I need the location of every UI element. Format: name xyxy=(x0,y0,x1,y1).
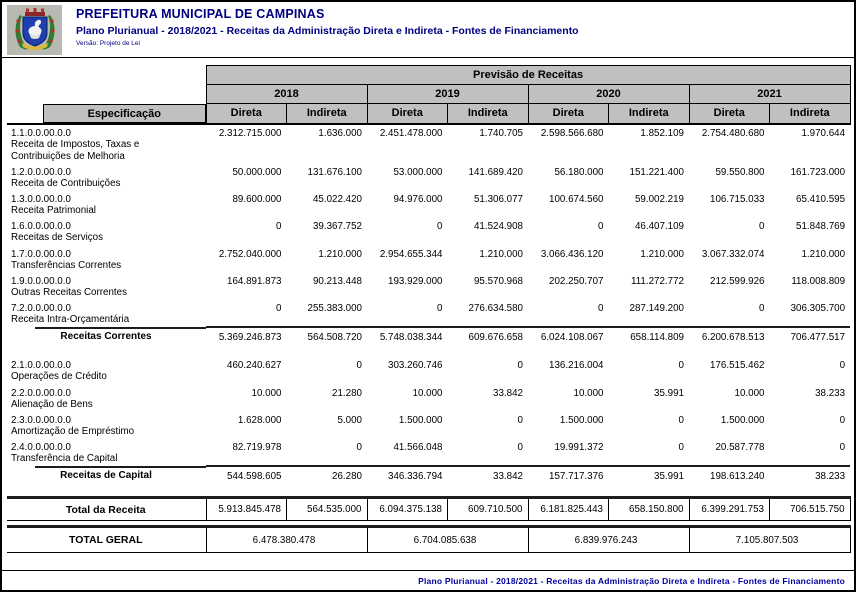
row-name: Receita Intra-Orçamentária xyxy=(11,314,130,326)
cell-value: 10.000 xyxy=(734,387,765,399)
table-row xyxy=(7,273,850,300)
cell-value: 38.233 xyxy=(815,387,846,399)
row-spec xyxy=(7,439,206,466)
subtotal-row xyxy=(7,466,850,485)
direta-header: Direta xyxy=(367,104,448,124)
row-code: 1.7.0.0.00.0.0 xyxy=(11,248,71,260)
cell-value: 118.008.809 xyxy=(791,275,846,287)
cell-value: 1.210.000 xyxy=(640,248,684,260)
row-spec xyxy=(7,246,206,273)
cell-value: 0 xyxy=(517,360,523,372)
indireta-header: Indireta xyxy=(770,104,851,124)
year-header-2019: 2019 xyxy=(367,85,528,104)
report-header xyxy=(2,2,854,58)
row-code: 2.4.0.0.00.0.0 xyxy=(11,442,71,454)
cell-value: 564.535.000 xyxy=(287,498,368,521)
cell-value: 544.598.605 xyxy=(206,466,287,485)
cell-value: 5.748.038.344 xyxy=(367,327,448,346)
table-row xyxy=(7,191,850,218)
row-code: 1.6.0.0.00.0.0 xyxy=(11,221,71,233)
spacer-cell xyxy=(7,485,850,498)
cell-value: 287.149.200 xyxy=(629,303,684,315)
table-row xyxy=(7,385,850,412)
row-label: Receitas Correntes xyxy=(7,327,206,346)
cell-value: 1.628.000 xyxy=(237,414,282,426)
cell-value: 157.717.376 xyxy=(528,466,609,485)
row-code: 2.3.0.0.00.0.0 xyxy=(11,414,71,426)
year-header-2018: 2018 xyxy=(206,85,367,104)
cell-value: 131.676.100 xyxy=(307,166,362,178)
row-code: 1.3.0.0.00.0.0 xyxy=(11,194,71,206)
row-name: Receita Patrimonial xyxy=(11,205,96,217)
cell-value: 706.515.750 xyxy=(770,498,851,521)
cell-value: 59.002.219 xyxy=(634,194,684,206)
cell-value: 21.280 xyxy=(332,387,362,399)
row-code: 1.1.0.0.00.0.0 xyxy=(11,127,71,139)
cell-value: 193.929.000 xyxy=(388,275,443,287)
row-name: Receitas de Serviços xyxy=(11,232,104,244)
organization-name: PREFEITURA MUNICIPAL DE CAMPINAS xyxy=(76,7,325,21)
cell-value: 3.066.436.120 xyxy=(540,248,604,260)
cell-value: 41.524.908 xyxy=(473,221,523,233)
direta-header: Direta xyxy=(206,104,287,124)
spacer-row xyxy=(7,346,850,357)
row-code: 7.2.0.0.00.0.0 xyxy=(11,303,71,315)
cell-value: 3.067.332.074 xyxy=(701,248,765,260)
cell-value: 56.180.000 xyxy=(554,166,604,178)
cell-value: 1.500.000 xyxy=(559,414,604,426)
indireta-header: Indireta xyxy=(609,104,690,124)
report-footer xyxy=(2,570,854,590)
row-label: Total da Receita xyxy=(7,498,206,521)
table-row xyxy=(7,412,850,439)
cell-value: 111.272.772 xyxy=(630,275,684,287)
cell-value: 5.913.845.478 xyxy=(206,498,287,521)
report-version: Versão: Projeto de Lei xyxy=(76,40,140,47)
cell-value: 306.305.700 xyxy=(790,303,846,315)
header-spacer xyxy=(7,85,206,104)
spacer-row xyxy=(7,485,850,498)
cell-value: 0 xyxy=(356,360,362,372)
cell-value: 658.114.809 xyxy=(609,327,690,346)
cell-value: 0 xyxy=(437,221,443,233)
cell-value: 6.478.380.478 xyxy=(206,527,367,553)
cell-value: 0 xyxy=(678,442,684,454)
row-name: Receita de Contribuições xyxy=(11,177,121,189)
cell-value: 1.500.000 xyxy=(720,414,765,426)
cell-value: 0 xyxy=(839,360,846,372)
cell-value: 1.636.000 xyxy=(318,127,362,139)
cell-value: 161.723.000 xyxy=(790,166,846,178)
cell-value: 6.704.085.638 xyxy=(367,527,528,553)
row-spec xyxy=(7,218,206,245)
cell-value: 20.587.778 xyxy=(715,442,765,454)
year-header-2020: 2020 xyxy=(528,85,689,104)
row-spec xyxy=(7,273,206,300)
cell-value: 6.181.825.443 xyxy=(528,498,609,521)
table-row xyxy=(7,124,850,164)
cell-value: 1.740.705 xyxy=(479,127,523,139)
total-receita-row xyxy=(7,498,850,521)
row-spec xyxy=(7,385,206,412)
cell-value: 658.150.800 xyxy=(609,498,690,521)
subtotal-row xyxy=(7,327,850,346)
cell-value: 0 xyxy=(517,442,523,454)
cell-value: 33.842 xyxy=(448,466,529,485)
row-name: Alienação de Bens xyxy=(11,398,93,410)
row-name: Amortização de Empréstimo xyxy=(11,425,135,437)
row-name: Transferência de Capital xyxy=(11,453,118,465)
year-header-2021: 2021 xyxy=(689,85,850,104)
revenue-table xyxy=(7,65,851,553)
direta-header: Direta xyxy=(689,104,770,124)
cell-value: 53.000.000 xyxy=(393,166,443,178)
cell-value: 1.210.000 xyxy=(801,248,846,260)
cell-value: 94.976.000 xyxy=(393,194,443,206)
campinas-coat-of-arms-icon xyxy=(7,5,62,55)
row-code: 1.2.0.0.00.0.0 xyxy=(11,166,71,178)
row-spec xyxy=(7,300,206,327)
row-label: TOTAL GERAL xyxy=(7,527,206,553)
cell-value: 90.213.448 xyxy=(312,275,362,287)
cell-value: 151.221.400 xyxy=(629,166,684,178)
row-name: Outras Receitas Correntes xyxy=(11,286,127,298)
cell-value: 51.848.769 xyxy=(796,221,846,233)
cell-value: 10.000 xyxy=(251,387,282,399)
row-code: 2.2.0.0.00.0.0 xyxy=(11,387,71,399)
row-spec xyxy=(7,412,206,439)
row-name: Receita de Impostos, Taxas e Contribuições de Melhoria xyxy=(11,138,140,162)
cell-value: 51.306.077 xyxy=(473,194,523,206)
cell-value: 38.233 xyxy=(770,466,851,485)
cell-value: 276.634.580 xyxy=(468,303,523,315)
cell-value: 2.752.040.000 xyxy=(218,248,282,260)
cell-value: 0 xyxy=(759,221,765,233)
cell-value: 1.210.000 xyxy=(318,248,362,260)
row-code: 1.9.0.0.00.0.0 xyxy=(11,275,71,287)
cell-value: 0 xyxy=(276,303,282,315)
especificacao-cell xyxy=(7,104,206,124)
cell-value: 0 xyxy=(839,414,846,426)
coat-of-arms-graphic xyxy=(12,7,58,53)
indireta-header: Indireta xyxy=(448,104,529,124)
cell-value: 100.674.560 xyxy=(549,194,604,206)
cell-value: 95.570.968 xyxy=(473,275,523,287)
cell-value: 0 xyxy=(356,442,362,454)
row-spec xyxy=(7,164,206,191)
header-text-block xyxy=(76,5,579,47)
table-row xyxy=(7,246,850,273)
direta-header: Direta xyxy=(528,104,609,124)
cell-value: 6.399.291.753 xyxy=(689,498,770,521)
cell-value: 5.369.246.873 xyxy=(206,327,287,346)
row-spec xyxy=(7,124,206,164)
cell-value: 39.367.752 xyxy=(312,221,362,233)
row-name: Transferências Correntes xyxy=(11,259,122,271)
cell-value: 89.600.000 xyxy=(232,194,282,206)
cell-value: 1.852.109 xyxy=(640,127,684,139)
cell-value: 176.515.462 xyxy=(710,360,765,372)
cell-value: 2.451.478.000 xyxy=(379,127,443,139)
cell-value: 460.240.627 xyxy=(227,360,282,372)
cell-value: 35.991 xyxy=(654,387,684,399)
cell-value: 609.710.500 xyxy=(448,498,529,521)
cell-value: 1.210.000 xyxy=(479,248,523,260)
cell-value: 5.000 xyxy=(337,414,362,426)
cell-value: 6.024.108.067 xyxy=(528,327,609,346)
cell-value: 33.842 xyxy=(493,387,523,399)
cell-value: 46.407.109 xyxy=(634,221,684,233)
table-row xyxy=(7,218,850,245)
report-title: Plano Plurianual - 2018/2021 - Receitas da Administração Direta e Indireta - Fontes de Financiamento xyxy=(76,25,579,37)
cell-value: 0 xyxy=(759,303,765,315)
cell-value: 10.000 xyxy=(573,387,604,399)
cell-value: 2.312.715.000 xyxy=(218,127,282,139)
cell-value: 136.216.004 xyxy=(549,360,604,372)
cell-value: 255.383.000 xyxy=(307,303,362,315)
cell-value: 303.260.746 xyxy=(388,360,443,372)
cell-value: 164.891.873 xyxy=(227,275,282,287)
cell-value: 2.954.655.344 xyxy=(379,248,443,260)
cell-value: 564.508.720 xyxy=(287,327,368,346)
cell-value: 106.715.033 xyxy=(710,194,765,206)
row-spec xyxy=(7,191,206,218)
cell-value: 0 xyxy=(517,414,523,426)
row-code: 2.1.0.0.00.0.0 xyxy=(11,360,71,372)
report-body xyxy=(2,58,854,553)
table-row xyxy=(7,300,850,327)
cell-value: 50.000.000 xyxy=(232,166,282,178)
cell-value: 45.022.420 xyxy=(312,194,362,206)
cell-value: 1.970.644 xyxy=(801,127,846,139)
cell-value: 141.689.420 xyxy=(468,166,523,178)
cell-value: 2.598.566.680 xyxy=(540,127,604,139)
cell-value: 35.991 xyxy=(609,466,690,485)
cell-value: 202.250.707 xyxy=(549,275,604,287)
table-row xyxy=(7,439,850,466)
table-rows xyxy=(7,124,850,553)
cell-value: 65.410.595 xyxy=(796,194,846,206)
previsao-header: Previsão de Receitas xyxy=(206,66,850,85)
row-label: Receitas de Capital xyxy=(7,466,206,485)
cell-value: 6.200.678.513 xyxy=(689,327,770,346)
cell-value: 82.719.978 xyxy=(232,442,282,454)
cell-value: 0 xyxy=(276,221,282,233)
cell-value: 0 xyxy=(678,360,684,372)
cell-value: 26.280 xyxy=(287,466,368,485)
cell-value: 10.000 xyxy=(412,387,443,399)
cell-value: 7.105.807.503 xyxy=(689,527,850,553)
cell-value: 59.550.800 xyxy=(715,166,765,178)
cell-value: 6.839.976.243 xyxy=(528,527,689,553)
cell-value: 706.477.517 xyxy=(770,327,851,346)
row-name: Operações de Crédito xyxy=(11,371,107,383)
cell-value: 346.336.794 xyxy=(367,466,448,485)
cell-value: 609.676.658 xyxy=(448,327,529,346)
cell-value: 212.599.926 xyxy=(710,275,765,287)
table-row xyxy=(7,164,850,191)
cell-value: 0 xyxy=(437,303,443,315)
cell-value: 0 xyxy=(598,221,604,233)
cell-value: 198.613.240 xyxy=(689,466,770,485)
cell-value: 1.500.000 xyxy=(398,414,443,426)
cell-value: 2.754.480.680 xyxy=(701,127,765,139)
cell-value: 19.991.372 xyxy=(554,442,604,454)
cell-value: 0 xyxy=(598,303,604,315)
header-spacer xyxy=(7,66,206,85)
total-geral-row xyxy=(7,527,850,553)
cell-value: 6.094.375.138 xyxy=(367,498,448,521)
especificacao-header: Especificação xyxy=(43,104,206,123)
table-row xyxy=(7,357,850,384)
cell-value: 0 xyxy=(839,442,846,454)
spacer-cell xyxy=(7,346,850,357)
footer-text: Plano Plurianual - 2018/2021 - Receitas da Administração Direta e Indireta - Fontes de Financiamento xyxy=(418,575,845,586)
row-spec xyxy=(7,357,206,384)
table-header xyxy=(7,66,850,124)
cell-value: 0 xyxy=(678,414,684,426)
cell-value: 41.566.048 xyxy=(393,442,443,454)
indireta-header: Indireta xyxy=(287,104,368,124)
